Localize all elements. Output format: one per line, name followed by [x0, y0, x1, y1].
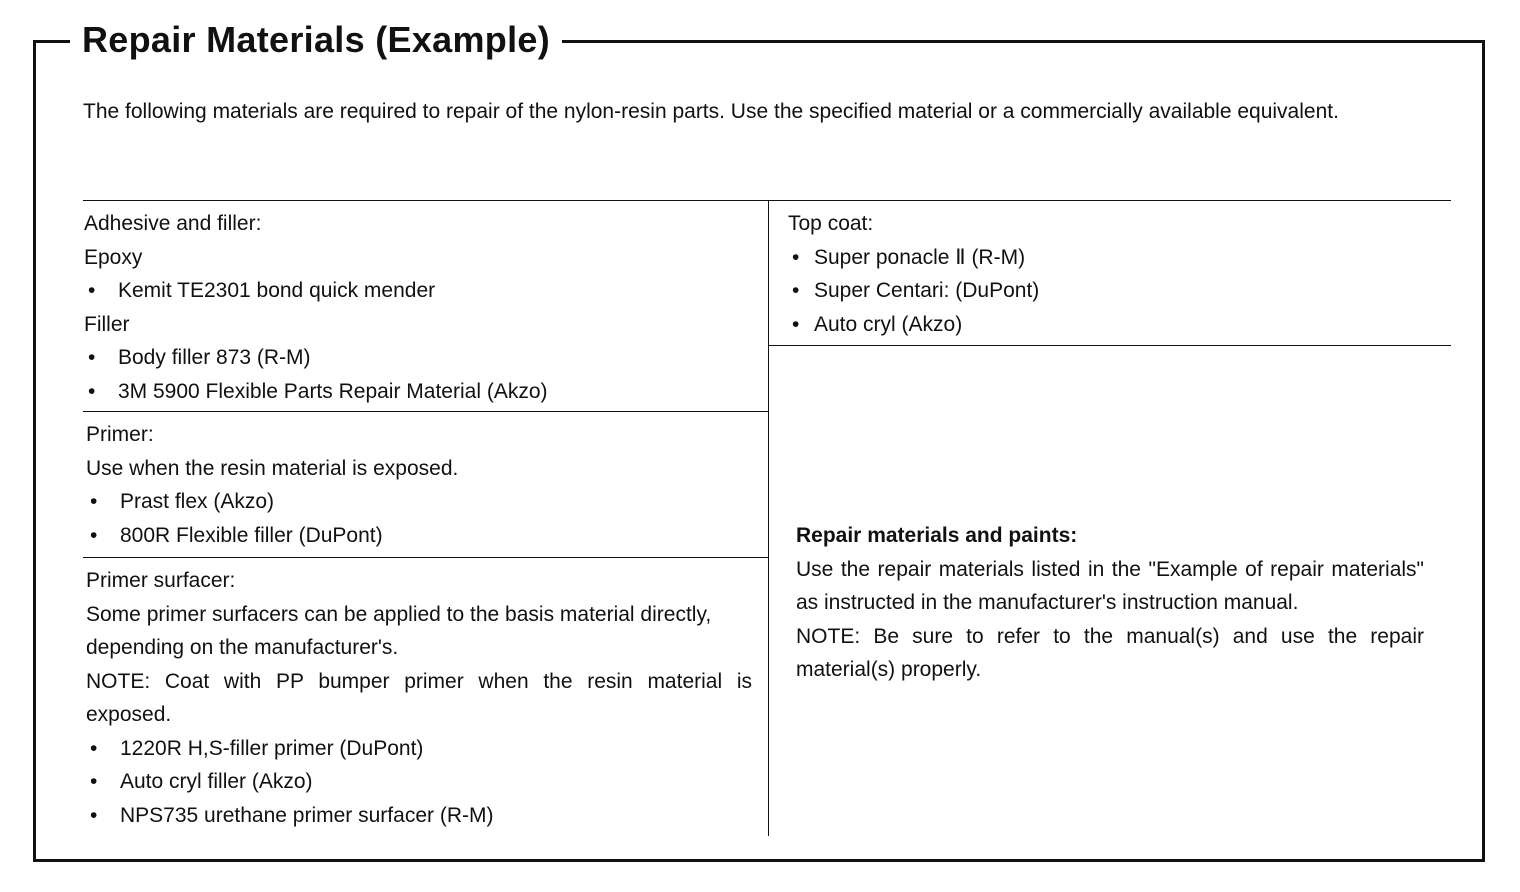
filler-label: Filler: [84, 312, 130, 336]
primer-note: Use when the resin material is exposed.: [86, 456, 459, 480]
list-item: • Auto cryl filler (Akzo): [86, 765, 752, 799]
list-item: • 1220R H,S-filler primer (DuPont): [86, 732, 752, 766]
primer-cell: [86, 418, 764, 552]
bullet-icon: •: [90, 523, 98, 547]
top-coat-heading: Top coat:: [788, 212, 874, 235]
intro-paragraph: The following materials are required to repair of the nylon-resin parts. Use the specified material or a commercially available equivalent.: [83, 100, 1339, 123]
right-row-divider: [768, 345, 1451, 346]
primer-surfacer-note: NOTE: Coat with PP bumper primer when the resin material is exposed.: [86, 669, 752, 726]
table-top-rule: [83, 200, 1451, 201]
repair-paints-cell: [796, 519, 1424, 687]
bullet-icon: •: [88, 279, 96, 302]
epoxy-label: Epoxy: [84, 245, 143, 269]
list-item: • 3M 5900 Flexible Parts Repair Material (Akzo): [84, 375, 764, 409]
bullet-icon: •: [792, 279, 800, 302]
table-column-divider: [768, 200, 769, 836]
top-coat-cell: [788, 207, 1438, 341]
repair-paints-note: NOTE: Be sure to refer to the manual(s) and use the repair material(s) properly.: [796, 624, 1424, 681]
repair-paints-description: Use the repair materials listed in the "Example of repair materials" as instructed in the manufacturer's instruction manual.: [796, 557, 1424, 614]
adhesive-filler-cell: [84, 207, 764, 408]
list-item: • Kemit TE2301 bond quick mender: [84, 274, 764, 308]
list-item: • 800R Flexible filler (DuPont): [86, 519, 764, 553]
list-item: • Super Centari: (DuPont): [788, 274, 1438, 308]
left-row-divider-1: [83, 411, 769, 412]
bullet-icon: •: [90, 490, 98, 513]
primer-surfacer-cell: [86, 564, 752, 832]
bullet-icon: •: [90, 736, 98, 760]
primer-surfacer-description: Some primer surfacers can be applied to the basis material directly, depending on the manufacturer's.: [86, 602, 712, 659]
repair-paints-heading: Repair materials and paints:: [796, 524, 1078, 547]
list-item: • Auto cryl (Akzo): [788, 308, 1438, 342]
list-item: • NPS735 urethane primer surfacer (R-M): [86, 799, 752, 833]
page-title: Repair Materials (Example): [70, 18, 562, 62]
bullet-icon: •: [88, 379, 96, 403]
list-item: • Body filler 873 (R-M): [84, 341, 764, 375]
bullet-icon: •: [88, 346, 96, 369]
bullet-icon: •: [792, 245, 800, 269]
primer-surfacer-heading: Primer surfacer:: [86, 569, 236, 592]
primer-heading: Primer:: [86, 423, 154, 446]
left-row-divider-2: [83, 557, 769, 558]
bullet-icon: •: [90, 770, 98, 793]
adhesive-heading: Adhesive and filler:: [84, 212, 262, 235]
bullet-icon: •: [792, 312, 800, 336]
list-item: • Super ponacle Ⅱ (R-M): [788, 241, 1438, 275]
bullet-icon: •: [90, 803, 98, 827]
list-item: • Prast flex (Akzo): [86, 485, 764, 519]
